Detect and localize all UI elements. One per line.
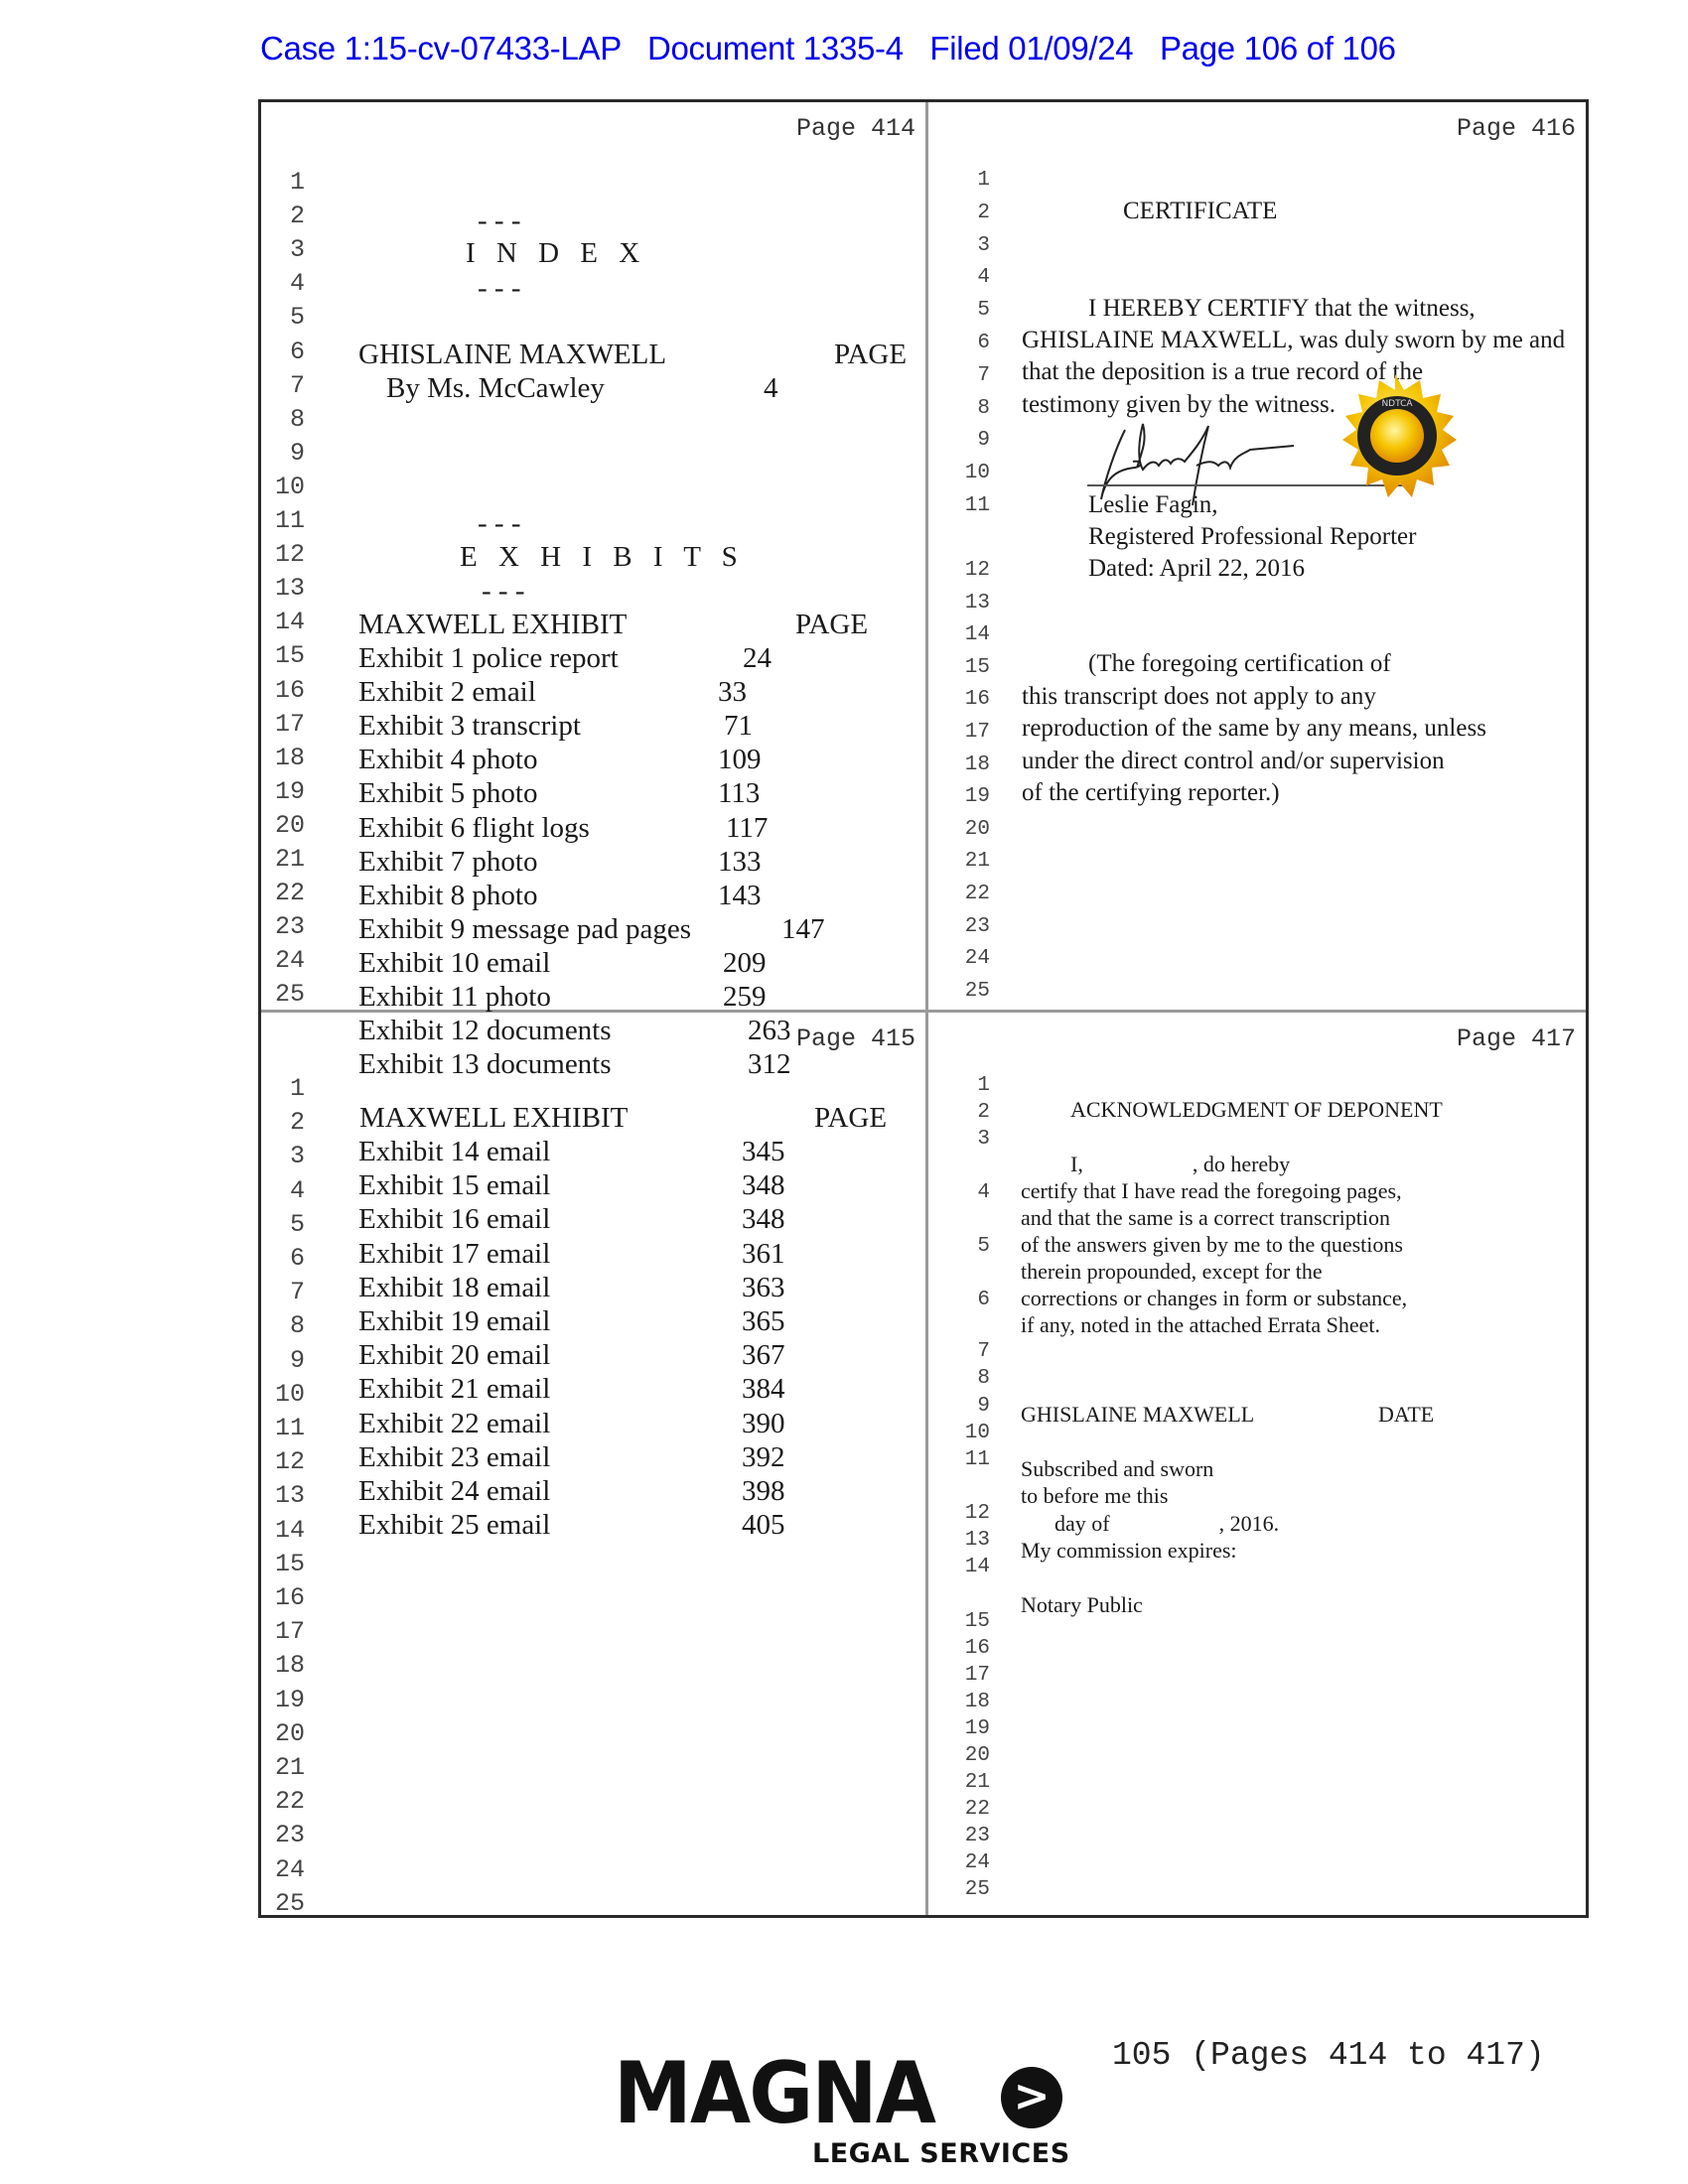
- index-title: I N D E X: [466, 237, 647, 269]
- line-number: 12: [274, 540, 305, 570]
- exhibit-name: Exhibit 11 photo: [358, 981, 551, 1013]
- line-number: 8: [289, 404, 305, 434]
- line-number: 20: [964, 817, 990, 841]
- reporter-title: Registered Professional Reporter: [1088, 523, 1417, 550]
- exhibit-page: 133: [718, 845, 762, 878]
- line-number: 14: [964, 1556, 990, 1578]
- acknowledgment-title: ACKNOWLEDGMENT OF DEPONENT: [1070, 1097, 1443, 1122]
- exhibit-page: 143: [718, 879, 762, 911]
- ack-line-6: if any, noted in the attached Errata Sheet.: [1021, 1312, 1381, 1337]
- disclaimer-line-5: of the certifying reporter.): [1022, 779, 1280, 806]
- certificate-date: Dated: April 22, 2016: [1088, 555, 1306, 582]
- line-number: 2: [289, 1108, 305, 1138]
- exhibit-page: 259: [723, 981, 767, 1013]
- exhibit-page: 363: [742, 1271, 785, 1303]
- line-number: 23: [964, 914, 990, 938]
- line-number: 4: [289, 1175, 305, 1205]
- line-number: 13: [964, 1529, 990, 1552]
- line-number: 1: [977, 1074, 990, 1097]
- line-number: 7: [289, 1278, 305, 1307]
- exhibit-name: Exhibit 12 documents: [358, 1015, 612, 1047]
- line-number: 22: [964, 1798, 990, 1821]
- exhibit-page: 147: [781, 912, 825, 945]
- exhibit-name: Exhibit 2 email: [358, 676, 536, 709]
- page-414-label: Page 414: [795, 114, 915, 143]
- line-number: 10: [274, 1379, 305, 1409]
- line-number: 20: [274, 810, 305, 840]
- notary-public: Notary Public: [1021, 1592, 1143, 1617]
- line-number: 25: [964, 979, 990, 1003]
- day-of-line: day of , 2016.: [1055, 1511, 1280, 1536]
- line-number: 10: [274, 472, 305, 501]
- line-number: 22: [274, 1787, 305, 1817]
- line-number: 20: [964, 1744, 990, 1767]
- exhibit-name: Exhibit 3 transcript: [358, 710, 581, 743]
- commission-expires: My commission expires:: [1021, 1538, 1237, 1563]
- line-number: 17: [964, 721, 990, 744]
- line-number: 4: [977, 1181, 990, 1204]
- exhibit-name: Exhibit 23 email: [358, 1440, 551, 1473]
- line-number: 22: [964, 883, 990, 905]
- line-number: 25: [274, 1888, 305, 1918]
- exhibit-page: 33: [718, 676, 747, 709]
- exhibit-page: 392: [742, 1440, 785, 1473]
- page-415-panel: [261, 1013, 925, 1918]
- filed-date: Filed 01/09/24: [929, 30, 1134, 67]
- disclaimer-line-1: (The foregoing certification of: [1088, 650, 1391, 677]
- line-number: 17: [274, 709, 305, 739]
- case-number: Case 1:15-cv-07433-LAP: [260, 30, 622, 67]
- line-number: 3: [289, 235, 305, 265]
- exhibit-page: 117: [726, 811, 769, 844]
- line-number: 1: [289, 168, 305, 197]
- page-416-label: Page 416: [1456, 114, 1576, 143]
- line-number: 18: [274, 1651, 305, 1681]
- line-number: 18: [964, 752, 990, 776]
- exhibit-name: Exhibit 17 email: [358, 1237, 551, 1270]
- line-number: 14: [274, 1515, 305, 1545]
- line-number: 13: [964, 591, 990, 614]
- exhibit-page: 24: [743, 642, 772, 674]
- line-number: 1: [977, 169, 990, 192]
- line-number: 12: [274, 1447, 305, 1477]
- line-number: 14: [274, 608, 305, 637]
- examiner-page: 4: [764, 372, 778, 404]
- cert-line-1: I HEREBY CERTIFY that the witness,: [1088, 295, 1476, 322]
- line-number: 5: [289, 303, 305, 333]
- line-number: 12: [964, 1502, 990, 1525]
- exhibit-page: 263: [748, 1015, 791, 1047]
- line-number: 3: [977, 233, 990, 257]
- line-number: 15: [274, 1549, 305, 1578]
- deponent-date-label: DATE: [1378, 1402, 1435, 1427]
- line-number: 19: [964, 785, 990, 809]
- line-number: 16: [274, 675, 305, 705]
- logo-subtitle: LEGAL SERVICES: [812, 2138, 1070, 2169]
- exhibit-page: 312: [748, 1048, 791, 1081]
- exhibit-page: 113: [718, 777, 761, 810]
- line-number: 11: [964, 1448, 990, 1471]
- line-number: 2: [977, 201, 990, 224]
- exhibit-page: 405: [742, 1509, 785, 1542]
- disclaimer-line-3: reproduction of the same by any means, unless: [1022, 715, 1486, 742]
- exhibit-column-header: MAXWELL EXHIBIT: [358, 609, 628, 640]
- line-number: 23: [964, 1825, 990, 1847]
- cert-line-4: testimony given by the witness.: [1022, 391, 1336, 418]
- exhibits-title: E X H I B I T S: [460, 541, 745, 573]
- line-number: 6: [289, 337, 305, 366]
- line-number: 4: [289, 269, 305, 299]
- line-number: 11: [274, 1414, 305, 1442]
- exhibit-page: 71: [724, 710, 753, 743]
- transcript-frame: [258, 99, 1589, 1918]
- line-number: 5: [977, 1235, 990, 1258]
- case-header-stamp: [260, 30, 1396, 68]
- line-number: 14: [964, 623, 990, 647]
- line-number: 19: [274, 776, 305, 806]
- line-number: 9: [977, 1395, 990, 1418]
- line-number: 21: [964, 1771, 990, 1794]
- exhibit-name: Exhibit 22 email: [358, 1407, 551, 1439]
- exhibit-name: Exhibit 10 email: [358, 946, 551, 979]
- line-number: 6: [977, 332, 990, 354]
- line-number: 17: [274, 1617, 305, 1647]
- svg-text:NDTCA: NDTCA: [1381, 399, 1413, 409]
- exhibit-page: 398: [742, 1475, 785, 1507]
- line-number: 16: [964, 688, 990, 712]
- exhibit-name: Exhibit 4 photo: [358, 744, 538, 776]
- certificate-title: CERTIFICATE: [1123, 198, 1278, 224]
- exhibit-page-column-header: PAGE: [795, 609, 869, 640]
- line-number: 3: [289, 1142, 305, 1171]
- exhibit-page: 365: [742, 1305, 785, 1337]
- exhibit-name: Exhibit 20 email: [358, 1339, 551, 1372]
- exhibit-page: 367: [742, 1339, 785, 1372]
- line-number: 21: [274, 1753, 305, 1782]
- ack-line-2: and that the same is a correct transcription: [1021, 1205, 1391, 1230]
- line-number: 9: [289, 1345, 305, 1375]
- exhibit-name: Exhibit 1 police report: [358, 642, 619, 674]
- line-number: 17: [964, 1664, 990, 1687]
- line-number: 15: [964, 655, 990, 679]
- line-number: 9: [289, 438, 305, 468]
- line-number: 23: [274, 1821, 305, 1850]
- page-417-panel: [928, 1013, 1586, 1915]
- line-number: 25: [964, 1878, 990, 1901]
- line-number: 3: [977, 1128, 990, 1151]
- line-number: 4: [977, 266, 990, 290]
- line-number: 5: [977, 299, 990, 323]
- exhibit-name: Exhibit 7 photo: [358, 845, 538, 878]
- line-number: 25: [274, 980, 305, 1010]
- exhibit-name: Exhibit 8 photo: [358, 879, 538, 911]
- exhibit-page: 209: [723, 946, 767, 979]
- line-number: 7: [977, 363, 990, 387]
- line-number: 15: [964, 1610, 990, 1633]
- exhibits-dashes-top: - - -: [478, 507, 521, 539]
- exhibit-name: Exhibit 9 message pad pages: [358, 912, 692, 945]
- ack-line-5: corrections or changes in form or substance,: [1021, 1286, 1408, 1310]
- line-number: 13: [274, 1481, 305, 1511]
- exhibit-column-header: MAXWELL EXHIBIT: [359, 1102, 629, 1134]
- line-number: 21: [274, 845, 305, 874]
- subscribed-line-1: Subscribed and sworn: [1021, 1456, 1214, 1481]
- exhibit-page: 348: [742, 1203, 785, 1236]
- line-number: 8: [289, 1311, 305, 1341]
- ack-first-line: I, , do hereby: [1070, 1152, 1291, 1176]
- exhibit-name: Exhibit 13 documents: [358, 1048, 612, 1081]
- page-416-panel: [928, 102, 1586, 1010]
- magna-legal-services-logo: [614, 2044, 1080, 2170]
- line-number: 19: [274, 1685, 305, 1714]
- reporter-name: Leslie Fagin,: [1088, 491, 1218, 518]
- index-dashes-bottom: - - -: [478, 272, 521, 304]
- subscribed-line-2: to before me this: [1021, 1483, 1169, 1508]
- exhibit-page-column-header: PAGE: [814, 1102, 888, 1134]
- exhibit-page: 361: [742, 1237, 785, 1270]
- document-number: Document 1335-4: [646, 30, 904, 67]
- line-number: 5: [289, 1209, 305, 1239]
- line-number: 13: [274, 574, 305, 604]
- exhibit-name: Exhibit 16 email: [358, 1203, 551, 1236]
- exhibit-name: Exhibit 25 email: [358, 1509, 551, 1542]
- ack-line-4: therein propounded, except for the: [1021, 1259, 1323, 1284]
- logo-wordmark: MAGNA: [614, 2044, 935, 2143]
- line-number: 6: [289, 1244, 305, 1273]
- exhibit-name: Exhibit 18 email: [358, 1271, 551, 1303]
- pages-summary: 105 (Pages 414 to 417): [1112, 2037, 1545, 2074]
- page-417-label: Page 417: [1456, 1024, 1576, 1053]
- line-number: 19: [964, 1717, 990, 1740]
- line-number: 12: [964, 559, 990, 582]
- index-dashes-top: - - -: [478, 205, 521, 236]
- witness-page-header: PAGE: [834, 339, 908, 370]
- line-number: 7: [977, 1340, 990, 1363]
- line-number: 21: [964, 850, 990, 874]
- page-415-label: Page 415: [795, 1024, 915, 1053]
- witness-name: GHISLAINE MAXWELL: [358, 339, 667, 370]
- ack-line-1: certify that I have read the foregoing pages,: [1021, 1178, 1402, 1203]
- line-number: 24: [274, 1854, 305, 1884]
- line-number: 18: [964, 1691, 990, 1713]
- exhibit-name: Exhibit 21 email: [358, 1373, 551, 1406]
- line-number: 20: [274, 1718, 305, 1748]
- exhibits-dashes-bottom: - - -: [482, 575, 525, 607]
- line-number: 24: [964, 947, 990, 971]
- line-number: 24: [964, 1851, 990, 1874]
- line-number: 11: [964, 494, 990, 517]
- exhibit-name: Exhibit 19 email: [358, 1305, 551, 1337]
- line-number: 8: [977, 396, 990, 420]
- exhibit-page: 345: [742, 1136, 785, 1167]
- exhibit-page: 109: [718, 744, 762, 776]
- exhibit-name: Exhibit 24 email: [358, 1475, 551, 1507]
- line-number: 22: [274, 879, 305, 908]
- disclaimer-line-2: this transcript does not apply to any: [1022, 683, 1376, 710]
- line-number: 1: [289, 1074, 305, 1103]
- line-number: 23: [274, 912, 305, 942]
- exhibit-page: 390: [742, 1407, 785, 1439]
- ndtca-seal-icon: [1331, 372, 1460, 501]
- line-number: 16: [964, 1637, 990, 1660]
- exhibit-name: Exhibit 6 flight logs: [358, 811, 590, 844]
- line-number: 8: [977, 1367, 990, 1390]
- exhibit-name: Exhibit 5 photo: [358, 777, 538, 810]
- disclaimer-line-4: under the direct control and/or supervision: [1022, 748, 1445, 774]
- arrow-circle-icon: >: [1001, 2067, 1062, 2128]
- cert-line-3: that the deposition is a true record of the: [1022, 358, 1424, 385]
- page-of-total: Page 106 of 106: [1159, 30, 1396, 67]
- line-number: 6: [977, 1289, 990, 1311]
- exhibit-name: Exhibit 14 email: [358, 1136, 551, 1167]
- line-number: 11: [274, 506, 305, 535]
- ack-line-3: of the answers given by me to the questions: [1021, 1232, 1403, 1257]
- exhibit-page: 384: [742, 1373, 785, 1406]
- deponent-name: GHISLAINE MAXWELL: [1021, 1402, 1255, 1427]
- line-number: 7: [289, 370, 305, 400]
- exhibit-page: 348: [742, 1169, 785, 1202]
- examiner: By Ms. McCawley: [386, 372, 605, 404]
- line-number: 2: [289, 202, 305, 231]
- line-number: 10: [964, 462, 990, 485]
- line-number: 2: [977, 1101, 990, 1124]
- exhibit-name: Exhibit 15 email: [358, 1169, 551, 1202]
- line-number: 10: [964, 1422, 990, 1444]
- line-number: 24: [274, 946, 305, 976]
- line-number: 18: [274, 743, 305, 772]
- line-number: 16: [274, 1583, 305, 1612]
- line-number: 9: [977, 429, 990, 453]
- cert-line-2: GHISLAINE MAXWELL, was duly sworn by me and: [1022, 327, 1566, 353]
- line-number: 15: [274, 641, 305, 671]
